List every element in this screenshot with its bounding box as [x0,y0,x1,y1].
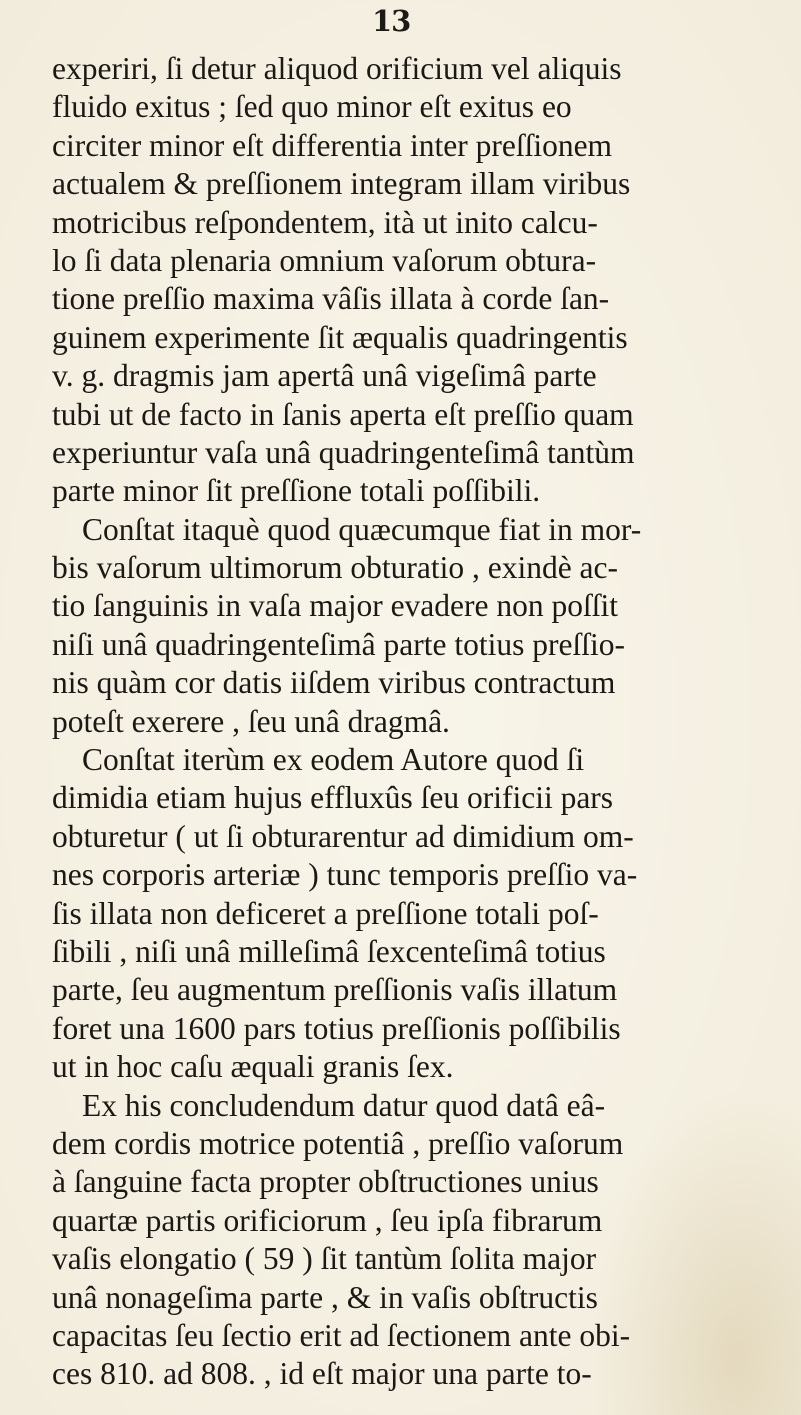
text-line: tio ſanguinis in vaſa major evadere non poſſit [52,588,618,624]
text-line: ſis illata non deficeret a preſſione totali poſ- [52,895,599,931]
text-line: bis vaſorum ultimorum obturatio , exindè ac- [52,550,619,586]
text-line: nes corporis arteriæ ) tunc temporis preſſio va- [52,857,638,893]
text-line: niſi unâ quadringenteſimâ parte totius preſſio- [52,626,625,662]
text-line: nis quàm cor datis iiſdem viribus contractum [52,665,616,701]
text-line: unâ nonageſima parte , & in vaſis obſtructis [52,1279,598,1315]
body-text [52,50,790,1394]
text-line: dimidia etiam hujus effluxûs ſeu orificii pars [52,780,614,816]
text-line: ces 810. ad 808. , id eſt major una parte to- [52,1356,592,1392]
text-line: parte minor ſit preſſione totali poſſibili. [52,473,541,509]
text-line: poteſt exerere , ſeu unâ dragmâ. [52,703,450,739]
text-line: obturetur ( ut ſi obturarentur ad dimidium om- [52,818,634,854]
page-number: 13 [372,4,411,38]
text-line: experiuntur vaſa unâ quadringenteſimâ tantùm [52,434,635,470]
text-line: foret una 1600 pars totius preſſionis poſſibilis [52,1010,621,1046]
text-line: experiri, ſi detur aliquod orificium vel aliquis [52,51,622,86]
text-line: guinem experimente ſit æqualis quadringentis [52,319,628,355]
text-line: parte, ſeu augmentum preſſionis vaſis illatum [52,972,618,1008]
paragraph-start-line: Conſtat itaquè quod quæcumque fiat in mor- [82,511,642,547]
text-line: circiter minor eſt differentia inter preſſionem [52,127,613,163]
text-line: lo ſi data plenaria omnium vaſorum obtura- [52,242,597,278]
paragraph-start-line: Ex his concludendum datur quod datâ eâ- [82,1087,606,1123]
paragraph-start-line: Conſtat iterùm ex eodem Autore quod ſi [82,742,585,778]
text-line: tione preſſio maxima vâſis illata à corde ſan- [52,281,610,317]
text-line: ſibili , niſi unâ milleſimâ ſexcenteſimâ totius [52,933,606,969]
text-line: capacitas ſeu ſectio erit ad ſectionem ante obi- [52,1317,631,1353]
text-line: actualem & preſſionem integram illam viribus [52,166,631,202]
text-line: ut in hoc caſu æquali granis ſex. [52,1049,454,1085]
text-line: v. g. dragmis jam apertâ unâ vigeſimâ parte [52,358,597,394]
text-line: dem cordis motrice potentiâ , preſſio vaſorum [52,1125,624,1161]
text-line: à ſanguine facta propter obſtructiones unius [52,1164,599,1200]
text-line: motricibus reſpondentem, ità ut inito calcu- [52,204,598,240]
text-line: vaſis elongatio ( 59 ) ſit tantùm ſolita major [52,1241,597,1277]
text-line: tubi ut de facto in ſanis aperta eſt preſſio quam [52,396,634,432]
text-line: quartæ partis orificiorum , ſeu ipſa fibrarum [52,1202,603,1238]
text-line: fluido exitus ; ſed quo minor eſt exitus eo [52,89,572,125]
